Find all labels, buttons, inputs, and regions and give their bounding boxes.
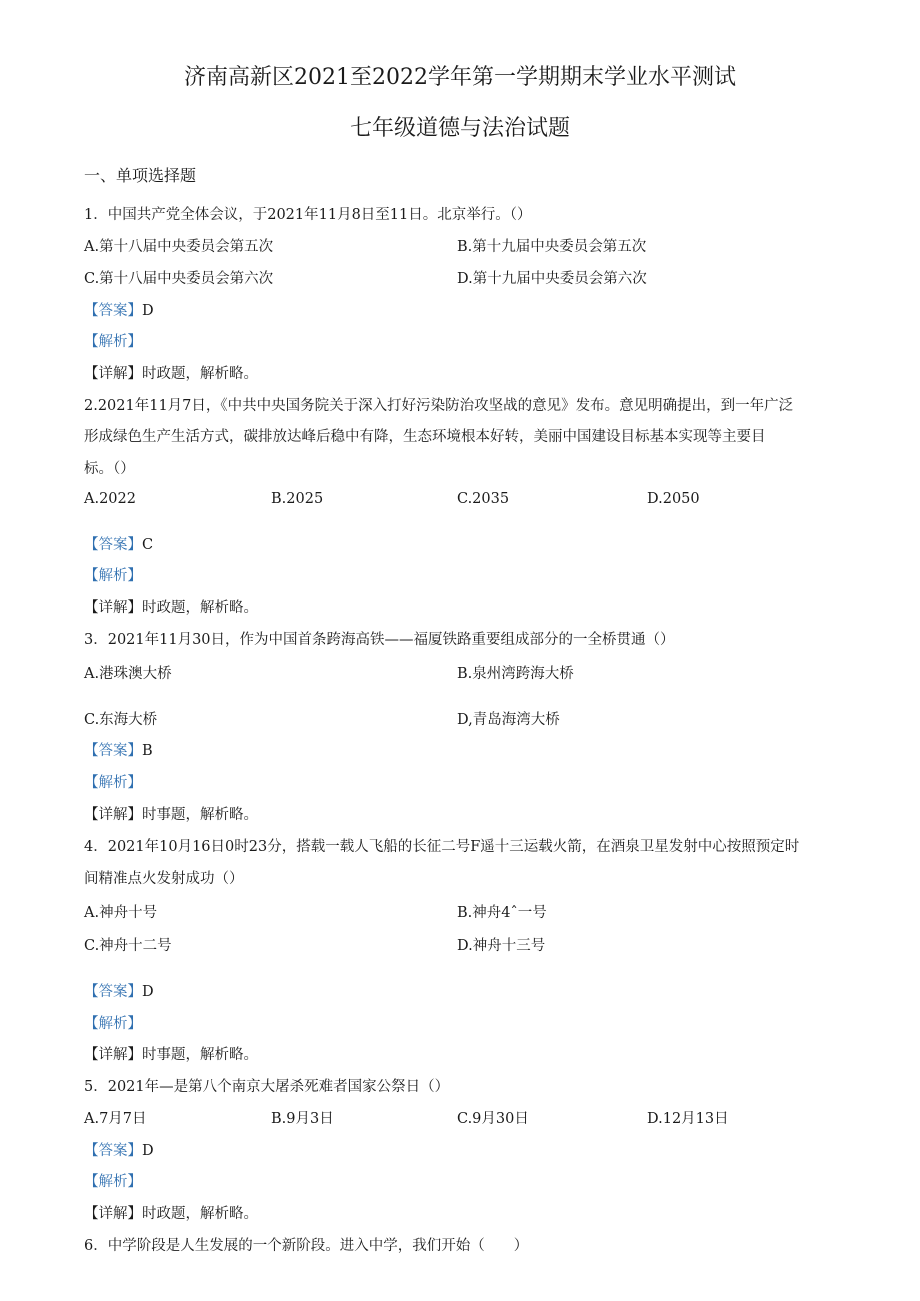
answer-label: 【答案】 [84, 984, 142, 1000]
q3-detail-row [84, 803, 258, 824]
q4-answer: D [142, 984, 154, 1000]
question-1-stem: 1．中国共产党全体会议，于2021年11月8日至11日。北京举行。（） [84, 207, 532, 223]
question-2-stem-line-3: 标。（） [84, 461, 135, 477]
question-3-stem: 3．2021年11月30日，作为中国首条跨海高铁——福厦铁路重要组成部分的一全桥贯通（） [84, 632, 675, 648]
page-title: 济南高新区2021至2022学年第一学期期末学业水平测试 [184, 65, 736, 90]
detail-label: 【详解】 [84, 1206, 142, 1222]
q1-answer-row [84, 299, 154, 320]
q1-option-d: D.第十九届中央委员会第六次 [457, 271, 647, 287]
section-heading: 一、单项选择题 [84, 166, 197, 185]
q3-option-a: A.港珠澳大桥 [84, 666, 172, 682]
q1-answer: D [142, 303, 154, 319]
analysis-label: 【解析】 [84, 1016, 142, 1032]
q2-option-b: B.2025 [271, 491, 324, 507]
q1-detail: 时政题，解析略。 [142, 366, 258, 382]
q3-option-c: C.东海大桥 [84, 712, 158, 728]
q5-option-a: A.7月7日 [84, 1111, 147, 1127]
question-2-stem-line-2: 形成绿色生产生活方式，碳排放达峰后稳中有降，生态环境根本好转，美丽中国建设目标基本实现等主要目 [84, 429, 766, 445]
question-5-stem: 5．2021年—是第八个南京大屠杀死难者国家公祭日（） [84, 1079, 450, 1095]
q3-option-b: B.泉州湾跨海大桥 [457, 666, 574, 682]
q3-detail: 时事题，解析略。 [142, 807, 258, 823]
detail-label: 【详解】 [84, 600, 142, 616]
answer-label: 【答案】 [84, 1143, 142, 1159]
answer-label: 【答案】 [84, 303, 142, 319]
q4-option-a: A.神舟十号 [84, 905, 158, 921]
q4-option-b: B.神舟4ˆ一号 [457, 905, 547, 921]
page-subtitle: 七年级道德与法治试题 [349, 116, 570, 141]
q1-option-b: B.第十九届中央委员会第五次 [457, 239, 647, 255]
detail-label: 【详解】 [84, 1047, 142, 1063]
q4-option-d: D.神舟十三号 [457, 938, 546, 954]
q3-option-d: D,青岛海湾大桥 [457, 712, 560, 728]
q2-option-a: A.2022 [84, 491, 136, 507]
q2-detail: 时政题，解析略。 [142, 600, 258, 616]
analysis-label: 【解析】 [84, 1174, 142, 1190]
q2-option-c: C.2035 [457, 491, 510, 507]
q2-answer-row [84, 533, 153, 554]
q5-detail-row [84, 1202, 258, 1223]
q1-option-a: A.第十八届中央委员会第五次 [84, 239, 274, 255]
q4-answer-row [84, 980, 154, 1001]
analysis-label: 【解析】 [84, 334, 142, 350]
q2-detail-row [84, 596, 258, 617]
q1-detail-row [84, 362, 258, 383]
analysis-label: 【解析】 [84, 775, 142, 791]
detail-label: 【详解】 [84, 807, 142, 823]
q3-answer-row [84, 739, 153, 760]
analysis-label: 【解析】 [84, 568, 142, 584]
answer-label: 【答案】 [84, 743, 142, 759]
q4-detail-row [84, 1043, 258, 1064]
q3-answer: B [142, 743, 153, 759]
q2-answer: C [142, 537, 154, 553]
q5-answer: D [142, 1143, 154, 1159]
q5-option-c: C.9月30日 [457, 1111, 529, 1127]
q5-option-d: D.12月13日 [647, 1111, 729, 1127]
question-2-stem-line-1: 2.2021年11月7日，《中共中央国务院关于深入打好污染防治攻坚战的意见》发布。意见明确提出，到一年广泛 [84, 398, 794, 414]
q1-option-c: C.第十八届中央委员会第六次 [84, 271, 274, 287]
q2-analysis-row [84, 564, 142, 585]
q5-detail: 时政题，解析略。 [142, 1206, 258, 1222]
q4-analysis-row [84, 1012, 142, 1033]
question-4-stem-line-2: 间精准点火发射成功（） [84, 871, 244, 887]
q3-analysis-row [84, 771, 142, 792]
q4-detail: 时事题，解析略。 [142, 1047, 258, 1063]
detail-label: 【详解】 [84, 366, 142, 382]
q5-answer-row [84, 1139, 154, 1160]
q5-analysis-row [84, 1170, 142, 1191]
q5-option-b: B.9月3日 [271, 1111, 334, 1127]
question-4-stem-line-1: 4．2021年10月16日0时23分，搭载一载人飞船的长征二号F遥十三运载火箭，在酒泉卫星发射中心按照预定时 [84, 839, 800, 855]
question-6-stem: 6．中学阶段是人生发展的一个新阶段。进入中学，我们开始（ ） [84, 1238, 529, 1254]
q2-option-d: D.2050 [647, 491, 700, 507]
q1-analysis-row [84, 330, 142, 351]
answer-label: 【答案】 [84, 537, 142, 553]
q4-option-c: C.神舟十二号 [84, 938, 172, 954]
